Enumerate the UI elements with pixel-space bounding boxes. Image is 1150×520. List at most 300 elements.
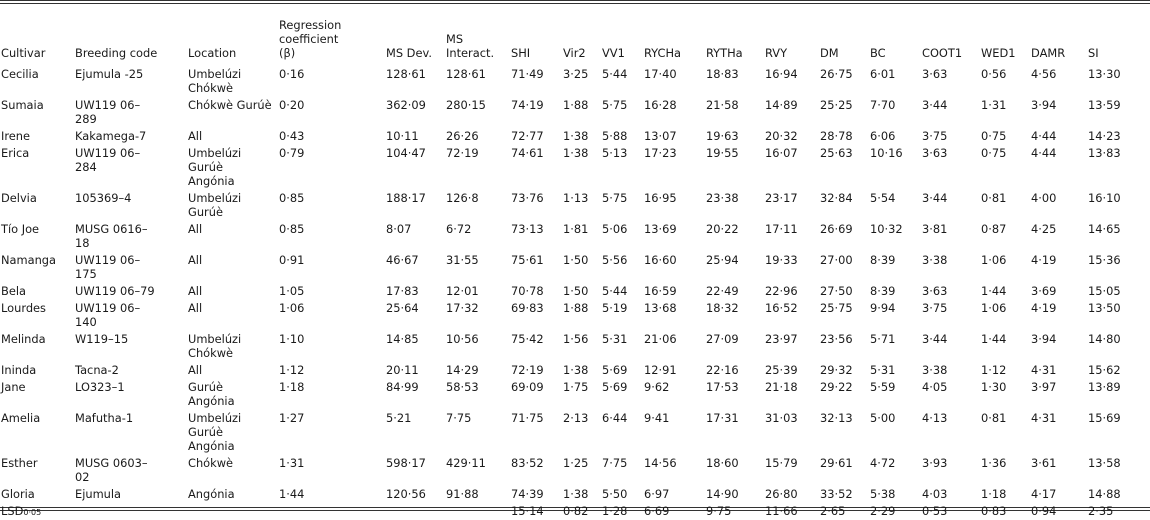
table-row [0,360,1150,377]
lsd-shi: 15·14 [511,504,544,518]
cell-shi: 73·76 [511,191,544,205]
header-row [0,0,1150,64]
cell-dm: 28·78 [820,129,853,143]
cell-breeding-code: Tacna-2 [75,363,119,377]
cell-breeding-code: MUSG 0603–02 [75,456,148,484]
cell-wed1: 1·30 [981,380,1007,394]
cell-regression: 0·91 [279,253,305,267]
cell-coot1: 3·44 [922,332,948,346]
cell-si: 15·05 [1088,284,1121,298]
cell-wed1: 1·44 [981,284,1007,298]
header-coot1: COOT1 [922,46,963,60]
cell-regression: 0·85 [279,191,305,205]
cell-vv1: 5·44 [602,67,628,81]
lsd-coot1: 0·53 [922,504,948,518]
cell-ms-dev: 10·11 [386,129,419,143]
cell-dm: 29·22 [820,380,853,394]
cell-wed1: 1·12 [981,363,1007,377]
cell-shi: 69·83 [511,301,544,315]
lsd-vv1: 1·28 [602,504,628,518]
cell-dm: 29·32 [820,363,853,377]
cell-breeding-code: Ejumula [75,487,122,501]
cell-rycha: 21·06 [644,332,677,346]
cell-damr: 4·19 [1031,253,1057,267]
cell-rycha: 16·59 [644,284,677,298]
cell-coot1: 3·93 [922,456,948,470]
cell-ms-interact: 26·26 [446,129,479,143]
cell-damr: 4·56 [1031,67,1057,81]
cell-damr: 4·25 [1031,222,1057,236]
cell-vir2: 1·38 [563,146,589,160]
cell-wed1: 1·06 [981,253,1007,267]
cell-coot1: 3·38 [922,363,948,377]
cell-cultivar: Lourdes [1,301,46,315]
cell-rvy: 22·96 [765,284,798,298]
cell-damr: 3·69 [1031,284,1057,298]
cell-rytha: 18·32 [706,301,739,315]
cell-shi: 70·78 [511,284,544,298]
cell-rycha: 13·68 [644,301,677,315]
cell-rycha: 13·07 [644,129,677,143]
cell-vir2: 1·50 [563,253,589,267]
cell-rvy: 23·17 [765,191,798,205]
header-ms-dev: MS Dev. [386,46,432,60]
cell-wed1: 1·31 [981,98,1007,112]
cell-rytha: 18·83 [706,67,739,81]
cell-vv1: 5·13 [602,146,628,160]
lsd-damr: 0·94 [1031,504,1057,518]
cell-si: 14·65 [1088,222,1121,236]
cell-dm: 29·61 [820,456,853,470]
table-row [0,377,1150,408]
cell-ms-interact: 14·29 [446,363,479,377]
cell-vv1: 5·75 [602,98,628,112]
cell-ms-dev: 17·83 [386,284,419,298]
cell-location: All [188,363,203,377]
cell-location: Chókwè [188,456,234,470]
cell-coot1: 3·44 [922,191,948,205]
cell-shi: 69·09 [511,380,544,394]
cell-rytha: 20·22 [706,222,739,236]
table-row [0,188,1150,219]
cell-ms-interact: 12·01 [446,284,479,298]
cell-vir2: 1·13 [563,191,589,205]
lsd-vir2: 0·82 [563,504,589,518]
cell-vv1: 6·44 [602,411,628,425]
cell-ms-interact: 31·55 [446,253,479,267]
cell-regression: 1·05 [279,284,305,298]
cell-wed1: 0·81 [981,191,1007,205]
cell-coot1: 3·63 [922,284,948,298]
table-row [0,250,1150,281]
cell-dm: 32·13 [820,411,853,425]
cell-si: 14·88 [1088,487,1121,501]
cell-damr: 3·94 [1031,332,1057,346]
cell-damr: 3·97 [1031,380,1057,394]
cell-regression: 1·44 [279,487,305,501]
cell-dm: 26·75 [820,67,853,81]
cell-coot1: 3·38 [922,253,948,267]
table-row [0,64,1150,95]
cell-bc: 10·32 [870,222,903,236]
cell-regression: 1·27 [279,411,305,425]
cell-ms-dev: 46·67 [386,253,419,267]
cell-shi: 71·49 [511,67,544,81]
cell-wed1: 1·06 [981,301,1007,315]
cell-damr: 4·44 [1031,146,1057,160]
cell-vv1: 5·88 [602,129,628,143]
cell-rytha: 17·53 [706,380,739,394]
table-row [0,329,1150,360]
header-damr: DAMR [1031,46,1066,60]
cell-cultivar: Esther [1,456,38,470]
cell-damr: 4·31 [1031,363,1057,377]
lsd-empty-cell [279,501,386,520]
cell-shi: 74·61 [511,146,544,160]
cell-rvy: 16·94 [765,67,798,81]
cell-shi: 74·39 [511,487,544,501]
lsd-dm: 2·65 [820,504,846,518]
cell-vv1: 5·75 [602,191,628,205]
cell-vir2: 1·88 [563,98,589,112]
cell-location: Umbelúzi Gurúè [188,191,242,219]
cell-shi: 72·77 [511,129,544,143]
lsd-label-subscript: 0·05 [23,508,42,517]
cell-cultivar: Melinda [1,332,46,346]
cell-regression: 0·79 [279,146,305,160]
cell-dm: 32·84 [820,191,853,205]
header-regression [279,0,386,64]
cell-coot1: 4·05 [922,380,948,394]
cell-cultivar: Namanga [1,253,57,267]
cell-rycha: 9·62 [644,380,670,394]
cell-wed1: 0·87 [981,222,1007,236]
cell-dm: 27·00 [820,253,853,267]
cell-rytha: 19·63 [706,129,739,143]
cell-rycha: 17·40 [644,67,677,81]
cell-regression: 1·12 [279,363,305,377]
cell-bc: 5·71 [870,332,896,346]
cell-coot1: 3·81 [922,222,948,236]
header-vv1: VV1 [602,46,625,60]
cell-breeding-code: UW119 06–289 [75,98,141,126]
cell-damr: 3·94 [1031,98,1057,112]
table-row [0,95,1150,126]
cell-shi: 83·52 [511,456,544,470]
cell-ms-interact: 126·8 [446,191,479,205]
table-body [0,64,1150,520]
cell-vv1: 5·19 [602,301,628,315]
cell-rytha: 19·55 [706,146,739,160]
cell-regression: 1·18 [279,380,305,394]
cell-wed1: 1·44 [981,332,1007,346]
cell-ms-dev: 362·09 [386,98,426,112]
cell-ms-interact: 429·11 [446,456,486,470]
cell-damr: 3·61 [1031,456,1057,470]
cell-breeding-code: UW119 06–140 [75,301,141,329]
cell-vv1: 5·06 [602,222,628,236]
header-si: SI [1088,46,1099,60]
cell-shi: 72·19 [511,363,544,377]
table-row [0,143,1150,188]
cell-cultivar: Jane [1,380,26,394]
cell-rycha: 12·91 [644,363,677,377]
cell-bc: 5·59 [870,380,896,394]
cell-shi: 73·13 [511,222,544,236]
cell-regression: 1·10 [279,332,305,346]
cell-si: 13·30 [1088,67,1121,81]
cell-rycha: 17·23 [644,146,677,160]
cell-rvy: 26·80 [765,487,798,501]
cell-vir2: 1·75 [563,380,589,394]
cell-si: 13·83 [1088,146,1121,160]
cell-vir2: 1·56 [563,332,589,346]
cell-damr: 4·00 [1031,191,1057,205]
cell-regression: 0·20 [279,98,305,112]
cell-si: 13·59 [1088,98,1121,112]
cell-rytha: 23·38 [706,191,739,205]
cell-ms-interact: 6·72 [446,222,472,236]
cell-breeding-code: UW119 06–284 [75,146,141,174]
table-row [0,281,1150,298]
cell-rytha: 17·31 [706,411,739,425]
cell-cultivar: Delvia [1,191,37,205]
lsd-row [0,501,1150,520]
header-shi: SHI [511,46,531,60]
header-vir2: Vir2 [563,46,586,60]
cell-bc: 6·06 [870,129,896,143]
header-cultivar: Cultivar [1,46,46,60]
cell-rycha: 16·95 [644,191,677,205]
header-breeding-code: Breeding code [75,46,158,60]
cell-coot1: 3·63 [922,146,948,160]
cell-location: Umbelúzi Chókwè [188,67,242,95]
cell-regression: 0·85 [279,222,305,236]
cell-si: 13·50 [1088,301,1121,315]
cell-rvy: 15·79 [765,456,798,470]
cell-cultivar: Bela [1,284,26,298]
lsd-empty-cell [386,501,446,520]
cell-rytha: 22·16 [706,363,739,377]
cell-rvy: 25·39 [765,363,798,377]
cell-si: 14·23 [1088,129,1121,143]
cell-location: All [188,253,203,267]
cell-cultivar: Tío Joe [1,222,40,236]
header-ms-interact: MS Interact. [446,32,495,60]
cell-dm: 25·25 [820,98,853,112]
cell-bc: 9·94 [870,301,896,315]
header-bc: BC [870,46,886,60]
cell-shi: 75·61 [511,253,544,267]
header-regression-text: Regression coefficient (β) [279,18,342,60]
cell-si: 15·69 [1088,411,1121,425]
cell-vir2: 1·38 [563,129,589,143]
cell-dm: 25·75 [820,301,853,315]
lsd-label [0,501,75,520]
cell-bc: 4·72 [870,456,896,470]
cell-bc: 6·01 [870,67,896,81]
cell-ms-interact: 10·56 [446,332,479,346]
cell-vv1: 5·69 [602,380,628,394]
cell-vir2: 1·88 [563,301,589,315]
cell-regression: 0·43 [279,129,305,143]
cell-si: 15·62 [1088,363,1121,377]
cell-shi: 71·75 [511,411,544,425]
cell-coot1: 3·63 [922,67,948,81]
cell-vir2: 1·50 [563,284,589,298]
cell-ms-dev: 598·17 [386,456,426,470]
cell-rycha: 14·56 [644,456,677,470]
cell-si: 15·36 [1088,253,1121,267]
lsd-empty-cell [446,501,511,520]
cell-bc: 5·31 [870,363,896,377]
cell-location: All [188,129,203,143]
cell-rycha: 13·69 [644,222,677,236]
header-rytha: RYTHa [706,46,743,60]
lsd-rycha: 6·69 [644,504,670,518]
cell-shi: 75·42 [511,332,544,346]
lsd-si: 2·35 [1088,504,1114,518]
table-row [0,126,1150,143]
cell-vv1: 5·44 [602,284,628,298]
lsd-rvy: 11·66 [765,504,798,518]
cell-damr: 4·44 [1031,129,1057,143]
cell-wed1: 1·36 [981,456,1007,470]
cell-rvy: 23·97 [765,332,798,346]
cell-damr: 4·19 [1031,301,1057,315]
header-wed1: WED1 [981,46,1016,60]
cell-rycha: 9·41 [644,411,670,425]
cell-location: Angónia [188,487,235,501]
cell-vir2: 1·81 [563,222,589,236]
cell-rycha: 6·97 [644,487,670,501]
cell-wed1: 0·56 [981,67,1007,81]
cell-location: Umbelúzi Chókwè [188,332,242,360]
cell-dm: 27·50 [820,284,853,298]
lsd-empty-cell [188,501,279,520]
cell-vir2: 1·38 [563,363,589,377]
cell-shi: 74·19 [511,98,544,112]
cell-ms-dev: 188·17 [386,191,426,205]
cell-breeding-code: 105369–4 [75,191,132,205]
cell-ms-interact: 91·88 [446,487,479,501]
cell-cultivar: Amelia [1,411,41,425]
cell-rycha: 16·60 [644,253,677,267]
cell-location: All [188,222,203,236]
cell-damr: 4·17 [1031,487,1057,501]
cell-ms-dev: 128·61 [386,67,426,81]
cell-location: All [188,301,203,315]
cell-bc: 5·00 [870,411,896,425]
cell-bc: 8·39 [870,284,896,298]
cell-vir2: 1·38 [563,487,589,501]
cell-cultivar: Ininda [1,363,37,377]
cell-rvy: 20·32 [765,129,798,143]
cell-wed1: 1·18 [981,487,1007,501]
cell-ms-interact: 58·53 [446,380,479,394]
cell-rvy: 16·07 [765,146,798,160]
cell-breeding-code: UW119 06–175 [75,253,141,281]
cell-cultivar: Gloria [1,487,35,501]
cell-wed1: 0·75 [981,146,1007,160]
cell-regression: 1·31 [279,456,305,470]
lsd-bc: 2·29 [870,504,896,518]
cell-rycha: 16·28 [644,98,677,112]
cell-coot1: 4·03 [922,487,948,501]
header-dm: DM [820,46,839,60]
cell-rytha: 14·90 [706,487,739,501]
cell-dm: 23·56 [820,332,853,346]
cell-coot1: 3·75 [922,301,948,315]
cell-location: Umbelúzi Gurúè Angónia [188,146,242,188]
cell-ms-dev: 104·47 [386,146,426,160]
cell-cultivar: Irene [1,129,31,143]
cell-ms-dev: 14·85 [386,332,419,346]
lsd-label-text: LSD [1,504,24,518]
cell-cultivar: Cecilia [1,67,39,81]
table-row [0,484,1150,501]
cell-bc: 10·16 [870,146,903,160]
cell-ms-interact: 128·61 [446,67,486,81]
cell-breeding-code: Ejumula -25 [75,67,144,81]
header-rvy: RVY [765,46,788,60]
cell-breeding-code: W119–15 [75,332,129,346]
header-location: Location [188,46,237,60]
cell-location: Chókwè Gurúè [188,98,272,112]
cell-damr: 4·31 [1031,411,1057,425]
cell-breeding-code: MUSG 0616–18 [75,222,148,250]
cell-breeding-code: Mafutha-1 [75,411,134,425]
cell-ms-dev: 120·56 [386,487,426,501]
cell-ms-dev: 25·64 [386,301,419,315]
cell-location: All [188,284,203,298]
cell-location: Gurúè Angónia [188,380,235,408]
cell-cultivar: Erica [1,146,30,160]
cell-rytha: 27·09 [706,332,739,346]
cell-cultivar: Sumaia [1,98,44,112]
cell-coot1: 3·44 [922,98,948,112]
cell-coot1: 3·75 [922,129,948,143]
cell-rvy: 31·03 [765,411,798,425]
cell-ms-dev: 8·07 [386,222,412,236]
table-row [0,298,1150,329]
cell-coot1: 4·13 [922,411,948,425]
cell-vv1: 5·31 [602,332,628,346]
cell-breeding-code: UW119 06–79 [75,284,155,298]
table-row [0,408,1150,453]
cell-ms-dev: 84·99 [386,380,419,394]
cell-ms-interact: 17·32 [446,301,479,315]
cell-si: 13·58 [1088,456,1121,470]
cell-rytha: 25·94 [706,253,739,267]
cell-regression: 0·16 [279,67,305,81]
cell-vv1: 5·50 [602,487,628,501]
cell-bc: 7·70 [870,98,896,112]
lsd-wed1: 0·83 [981,504,1007,518]
cell-rytha: 18·60 [706,456,739,470]
table-row [0,453,1150,484]
cell-si: 16·10 [1088,191,1121,205]
cell-rvy: 19·33 [765,253,798,267]
cell-rvy: 14·89 [765,98,798,112]
cell-dm: 33·52 [820,487,853,501]
lsd-empty-cell [75,501,188,520]
cell-vir2: 3·25 [563,67,589,81]
cell-rytha: 22·49 [706,284,739,298]
cell-bc: 5·38 [870,487,896,501]
table-row [0,219,1150,250]
cell-breeding-code: LO323–1 [75,380,125,394]
